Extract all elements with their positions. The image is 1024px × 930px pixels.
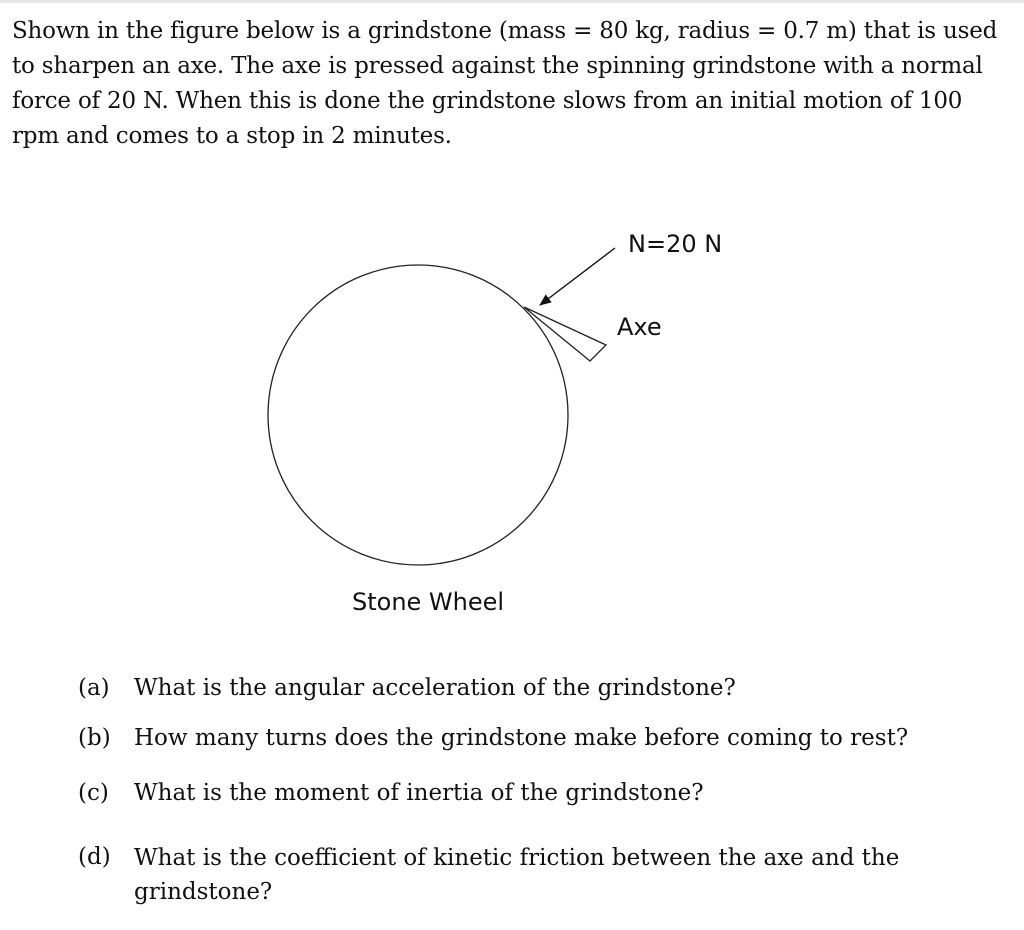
question-list — [78, 672, 1018, 909]
question-text: What is the angular acceleration of the grindstone? — [134, 675, 736, 701]
question-letter: (b) — [78, 725, 111, 751]
question-text: What is the coefficient of kinetic friction between the axe and the grindstone? — [134, 845, 900, 905]
question-a — [78, 672, 1018, 705]
stone-wheel-circle — [268, 265, 568, 565]
problem-statement: Shown in the figure below is a grindstone (mass = 80 kg, radius = 0.7 m) that is used to sharpen an axe. The axe is pressed against the spinning grindstone with a normal force of 20 N. When this is done the grindstone slows from an initial motion of 100 rpm and comes to a stop in 2 minutes. — [12, 18, 998, 149]
question-b — [78, 722, 1018, 755]
question-letter: (c) — [78, 780, 109, 806]
normal-force-arrow — [540, 248, 615, 305]
question-c — [78, 777, 1018, 810]
question-text: What is the moment of inertia of the grindstone? — [134, 780, 704, 806]
top-border — [0, 0, 1024, 3]
axe-blade — [524, 307, 606, 361]
normal-force-label: N=20 N — [628, 230, 723, 258]
axe-label: Axe — [617, 313, 662, 341]
question-d — [78, 841, 1018, 909]
question-letter: (a) — [78, 675, 110, 701]
question-text: How many turns does the grindstone make before coming to rest? — [134, 725, 909, 751]
stone-wheel-label: Stone Wheel — [352, 588, 505, 616]
question-letter: (d) — [78, 844, 111, 870]
